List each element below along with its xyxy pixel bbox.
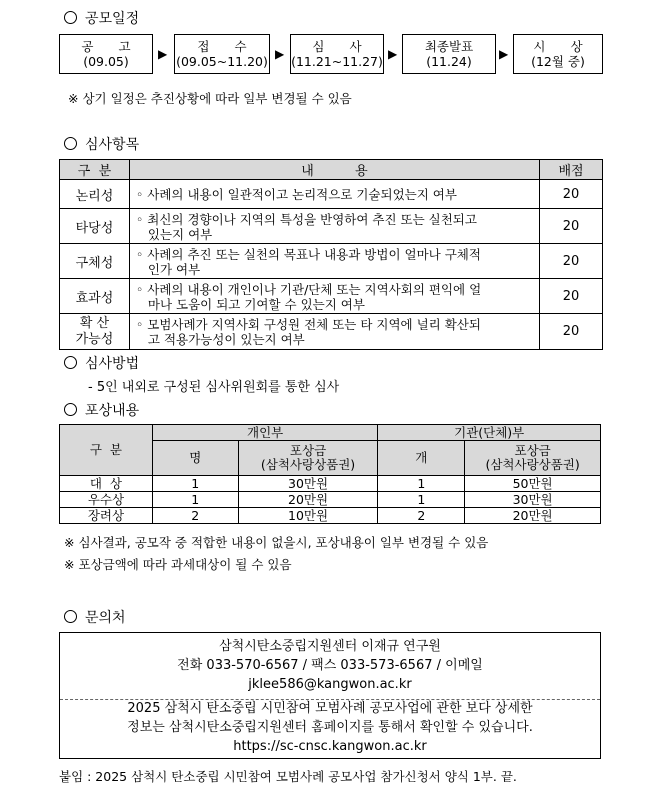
step-title: 접 수 xyxy=(197,39,247,54)
contact-more-info xyxy=(60,696,600,756)
prize-cell: 2 xyxy=(378,508,465,524)
contact-email[interactable]: jklee586@kangwon.ac.kr xyxy=(248,677,412,692)
prize-row xyxy=(60,508,601,524)
step-date: (09.05~11.20) xyxy=(176,54,268,69)
review-row xyxy=(60,314,603,350)
review-score: 20 xyxy=(540,314,603,350)
prize-note-1: ※ 심사결과, 공모작 중 적합한 내용이 없을시, 포상내용이 일부 변경될 수 있음 xyxy=(64,535,489,550)
step-title: 시 상 xyxy=(533,39,583,54)
arrow-right-icon: ▶ xyxy=(388,47,398,61)
review-text: ◦ 사례의 내용이 일관적이고 논리적으로 기술되었는지 여부 xyxy=(129,180,539,209)
prize-row xyxy=(60,476,601,492)
circle-bullet-icon xyxy=(64,610,77,623)
method-text: - 5인 내외로 구성된 심사위원회를 통한 심사 xyxy=(88,380,340,395)
step-date: (11.24) xyxy=(426,54,472,69)
prize-name: 장려상 xyxy=(60,508,153,524)
contact-info xyxy=(60,633,600,700)
review-text: ◦ 사례의 추진 또는 실천의 목표나 내용과 방법이 얼마나 구체적 인가 여부 xyxy=(129,244,539,279)
schedule-step-review xyxy=(290,34,384,74)
prize-cell: 20만원 xyxy=(465,508,601,524)
contact-heading: 문의처 xyxy=(64,607,126,627)
circle-bullet-icon xyxy=(64,137,77,150)
review-heading: 심사항목 xyxy=(64,134,139,154)
schedule-step-final xyxy=(402,34,496,74)
contact-person: 삼척시탄소중립지원센터 이재규 연구원 xyxy=(219,639,441,654)
prize-personal-header: 개인부 xyxy=(152,425,378,441)
schedule-step-announce xyxy=(59,34,153,74)
review-row xyxy=(60,244,603,279)
circle-bullet-icon xyxy=(64,356,77,369)
step-date: (12월 중) xyxy=(531,54,585,69)
schedule-step-submit xyxy=(174,34,270,74)
step-title: 공 고 xyxy=(81,39,131,54)
prize-name: 우수상 xyxy=(60,492,153,508)
prize-cell: 30만원 xyxy=(465,492,601,508)
col-header: 구 분 xyxy=(60,160,130,180)
prize-org-header: 기관(단체)부 xyxy=(378,425,601,441)
contact-website-link[interactable]: https://sc-cnsc.kangwon.ac.kr xyxy=(233,739,427,754)
prize-name: 대 상 xyxy=(60,476,153,492)
col-header: 내 용 xyxy=(129,160,539,180)
review-table xyxy=(59,159,603,350)
review-score: 20 xyxy=(540,180,603,209)
prize-table xyxy=(59,424,601,524)
arrow-right-icon: ▶ xyxy=(275,47,285,61)
amount-header: 포상금 (삼척사랑상품권) xyxy=(465,441,601,476)
step-title: 최종발표 xyxy=(424,39,474,54)
review-row xyxy=(60,180,603,209)
review-score: 20 xyxy=(540,209,603,244)
prize-cell: 1 xyxy=(152,492,238,508)
arrow-right-icon: ▶ xyxy=(158,47,168,61)
review-row xyxy=(60,209,603,244)
step-date: (11.21~11.27) xyxy=(291,54,383,69)
review-name: 구체성 xyxy=(60,244,130,279)
review-row xyxy=(60,279,603,314)
prize-heading: 포상내용 xyxy=(64,400,139,420)
review-name: 확 산 가능성 xyxy=(60,314,130,350)
review-name: 효과성 xyxy=(60,279,130,314)
prize-cell: 30만원 xyxy=(238,476,378,492)
review-name: 타당성 xyxy=(60,209,130,244)
review-text: ◦ 모범사례가 지역사회 구성원 전체 또는 타 지역에 널리 확산되 고 적용가능성이 있는지 여부 xyxy=(129,314,539,350)
prize-cell: 1 xyxy=(378,492,465,508)
prize-cell: 1 xyxy=(152,476,238,492)
review-score: 20 xyxy=(540,244,603,279)
review-name: 논리성 xyxy=(60,180,130,209)
prize-header-row xyxy=(60,425,601,441)
contact-box xyxy=(59,632,601,759)
prize-row xyxy=(60,492,601,508)
step-title: 심 사 xyxy=(312,39,362,54)
prize-note-2: ※ 포상금액에 따라 과세대상이 될 수 있음 xyxy=(64,557,292,572)
arrow-right-icon: ▶ xyxy=(499,47,509,61)
footer-attachment: 붙임 : 2025 삼척시 탄소중립 시민참여 모범사례 공모사업 참가신청서 양식 1부. 끝. xyxy=(59,769,517,784)
method-heading: 심사방법 xyxy=(64,353,139,373)
review-text: ◦ 최신의 경향이나 지역의 특성을 반영하여 추진 또는 실천되고 있는지 여부 xyxy=(129,209,539,244)
review-header-row xyxy=(60,160,603,180)
contact-phone: 전화 033-570-6567 / 팩스 033-573-6567 / 이메일 xyxy=(177,658,483,673)
circle-bullet-icon xyxy=(64,403,77,416)
prize-group-header: 구 분 xyxy=(60,425,153,476)
prize-cell: 10만원 xyxy=(238,508,378,524)
prize-cell: 1 xyxy=(378,476,465,492)
amount-header: 포상금 (삼척사랑상품권) xyxy=(238,441,378,476)
count-person-header: 명 xyxy=(152,441,238,476)
circle-bullet-icon xyxy=(64,11,77,24)
contact-info-text: 정보는 삼척시탄소중립지원센터 홈페이지를 통해서 확인할 수 있습니다. xyxy=(127,720,533,735)
schedule-note: ※ 상기 일정은 추진상황에 따라 일부 변경될 수 있음 xyxy=(68,91,352,106)
prize-cell: 50만원 xyxy=(465,476,601,492)
review-text: ◦ 사례의 내용이 개인이나 기관/단체 또는 지역사회의 편익에 얼 마나 도움이 되고 기여할 수 있는지 여부 xyxy=(129,279,539,314)
prize-cell: 20만원 xyxy=(238,492,378,508)
schedule-step-award xyxy=(513,34,603,74)
review-score: 20 xyxy=(540,279,603,314)
col-header: 배점 xyxy=(540,160,603,180)
count-org-header: 개 xyxy=(378,441,465,476)
step-date: (09.05) xyxy=(83,54,129,69)
prize-cell: 2 xyxy=(152,508,238,524)
contact-info-text: 2025 삼척시 탄소중립 시민참여 모범사례 공모사업에 관한 보다 상세한 xyxy=(127,701,533,716)
schedule-heading: 공모일정 xyxy=(64,8,139,28)
